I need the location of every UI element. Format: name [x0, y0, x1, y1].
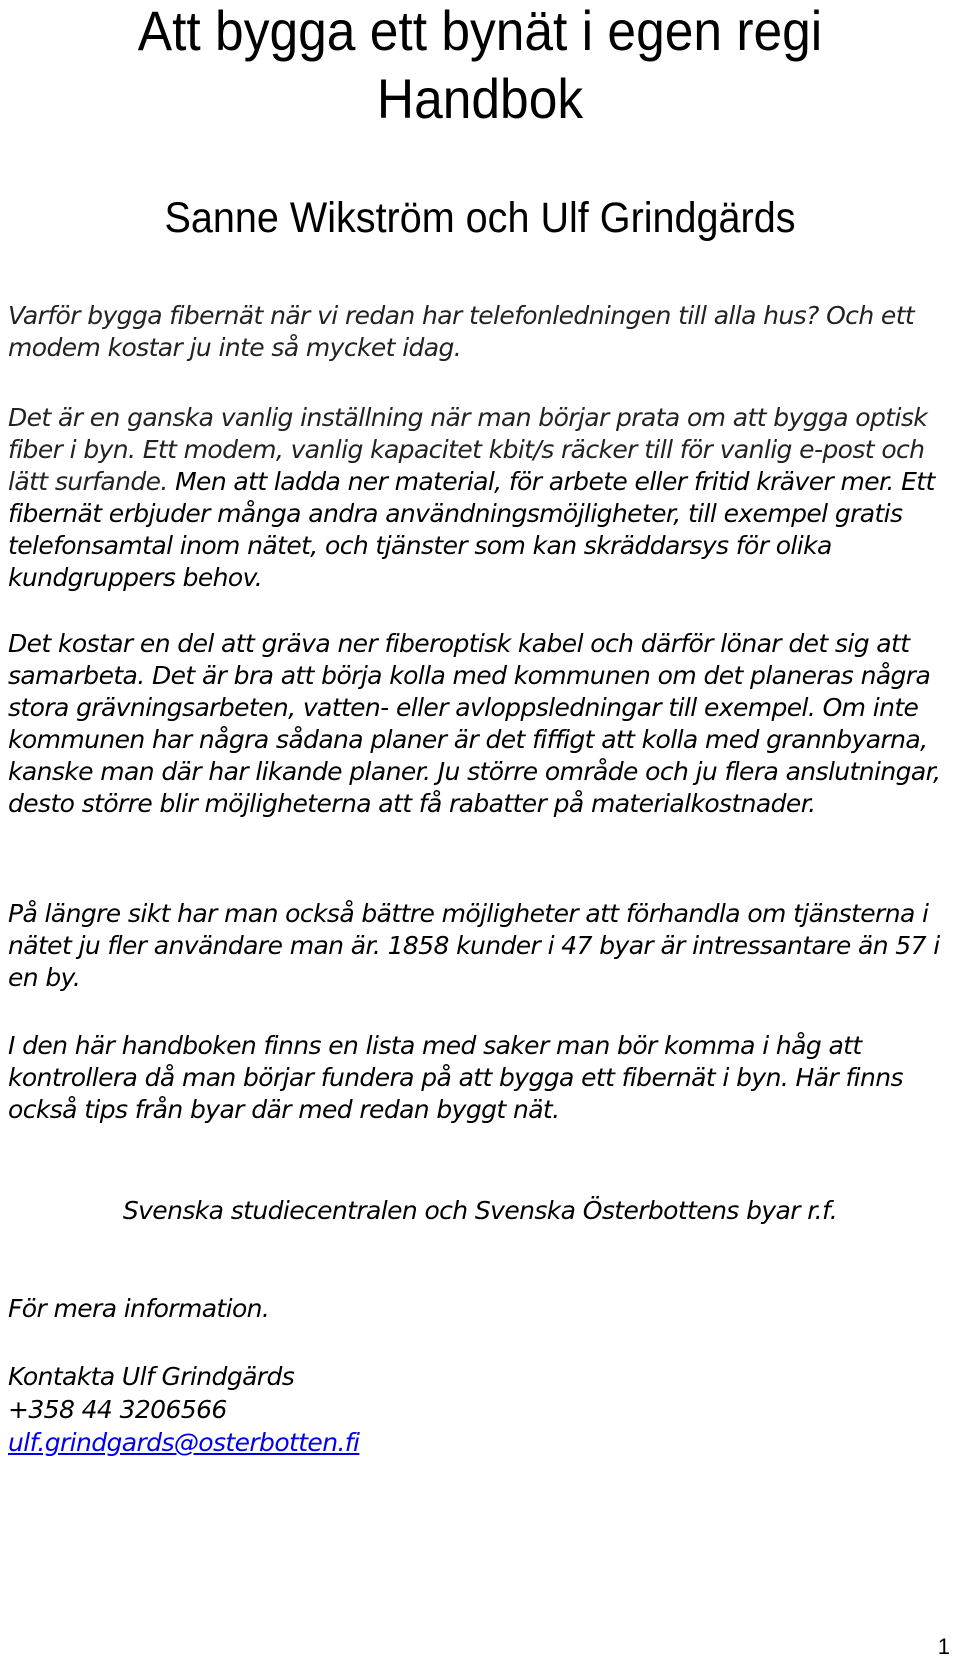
paragraph-handbook-contents: I den här handboken finns en lista med saker man bör komma i håg att kontrollera då man börjar fundera på att bygga ett fibernät i byn. Här finns också tips från byar där med redan byggt nät.: [8, 1031, 903, 1124]
paragraph-long-term: På längre sikt har man också bättre möjligheter att förhandla om tjänsterna i nätet ju fler användare man är. 1858 kunder i 47 byar är intressantare än 57 i en by.: [8, 899, 940, 992]
contact-name: Kontakta Ulf Grindgärds: [8, 1362, 295, 1391]
organization-credit: Svenska studiecentralen och Svenska Österbottens byar r.f.: [122, 1196, 838, 1225]
page-number: 1: [937, 1634, 950, 1659]
contact-phone: +358 44 3206566: [8, 1395, 227, 1424]
info-heading: För mera information.: [8, 1294, 270, 1323]
paragraph-cost-cooperation: Det kostar en del att gräva ner fiberoptisk kabel och därför lönar det sig att samarbeta. Det är bra att börja kolla med kommunen om det planeras några stora grävningsarbeten, vatten- eller avloppsledningar till exempel. Om inte kommunen har några sådana planer är det fiffigt att kolla med grannbyarna, kanske man där har likande planer. Ju större område och ju flera anslutningar, desto större blir möjligheterna att få rabatter på materialkostnader.: [8, 629, 941, 818]
paragraph-common-attitude-continued: Ett fibernät erbjuder många andra användningsmöjligheter, till exempel gratis telefonsamtal inom nätet, och tjänster som kan skräddarsys för olika kundgruppers behov.: [8, 467, 935, 592]
contact-email-link[interactable]: ulf.grindgards@osterbotten.fi: [8, 1428, 360, 1457]
document-title: Att bygga ett bynät i egen regi: [137, 0, 823, 62]
document-subtitle: Handbok: [376, 67, 584, 130]
paragraph-intro-question: Varför bygga fibernät när vi redan har telefonledningen till alla hus? Och ett modem kostar ju inte så mycket idag.: [8, 301, 915, 362]
paragraph-common-attitude-emphasis: Men att ladda ner material, för arbete eller fritid kräver mer.: [167, 467, 894, 496]
authors: Sanne Wikström och Ulf Grindgärds: [164, 194, 796, 242]
contact-block: [8, 1360, 359, 1459]
paragraph-common-attitude: [8, 402, 952, 594]
paragraph-common-attitude-light: Det är en ganska vanlig inställning när man börjar prata om att bygga optisk fiber i byn. Ett modem, vanlig kapacitet kbit/s räcker till för vanlig e-post och lätt surfande.: [8, 403, 928, 496]
